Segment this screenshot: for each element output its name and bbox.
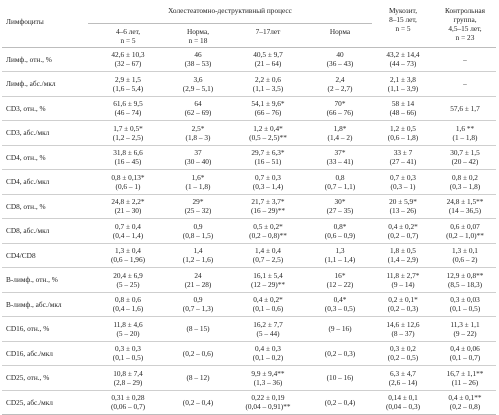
cell-range: (36 – 43) [326, 59, 354, 69]
cell-value: 40,5 ± 9,7 [253, 50, 283, 60]
cell-value: 1,8 ± 0,5 [390, 246, 416, 256]
cell-range: (0,1 – 0,2) [252, 353, 284, 363]
table-cell [308, 219, 372, 244]
table-cell [228, 390, 308, 415]
table-cell [434, 366, 496, 391]
table-cell [434, 145, 496, 170]
table-cell [228, 219, 308, 244]
table-cell [168, 243, 228, 268]
immunology-table [2, 3, 496, 415]
table-cell [228, 292, 308, 317]
cell-value: 0,9 [193, 295, 203, 305]
table-cell [372, 292, 434, 317]
cell-value: 0,7 ± 0,4 [115, 221, 141, 231]
table-cell [308, 366, 372, 391]
table-cell [228, 366, 308, 391]
cell-value: (0,2 – 0,3) [324, 348, 356, 358]
table-cell [308, 72, 372, 97]
cell-value: 3,6 [193, 74, 203, 84]
cell-range: (21 – 64) [254, 59, 282, 69]
table-cell [308, 390, 372, 415]
cell-value: 30,7 ± 1,5 [450, 148, 480, 158]
cell-value: 1,6* [191, 172, 205, 182]
cell-value: 12,9 ± 0,8** [446, 270, 484, 280]
cell-value: 6,3 ± 4,7 [390, 368, 416, 378]
cell-value: 61,6 ± 9,5 [113, 99, 143, 109]
table-cell [308, 292, 372, 317]
cell-range: (46 – 74) [114, 108, 142, 118]
table-cell [88, 194, 168, 219]
lymphocytes-header: Лимфоциты [6, 17, 44, 26]
table-cell [434, 219, 496, 244]
control-group-header: Контрольная группа, 4,5–15 лет, n = 23 [444, 6, 485, 42]
table-cell [228, 72, 308, 97]
cell-value: 1,7 ± 0,5* [113, 123, 143, 133]
cell-value: 10,8 ± 7,4 [113, 368, 143, 378]
table-row [2, 145, 496, 170]
cell-value: 0,7 ± 0,3 [390, 172, 416, 182]
table-cell [168, 121, 228, 146]
cell-range: (0,2 – 0,3) [387, 304, 419, 314]
cell-value: 0,4* [333, 295, 347, 305]
table-cell [168, 292, 228, 317]
table-cell [88, 72, 168, 97]
row-label: CD16, абс./мкл [6, 348, 53, 358]
row-label: CD3, отн., % [6, 103, 46, 113]
cell-value: 40 [336, 50, 344, 60]
cell-value: (9 – 16) [328, 324, 352, 334]
cell-value: 0,3 ± 0,03 [450, 295, 480, 305]
cell-range: (0,6 – 0,9) [324, 230, 356, 240]
cell-range: (66 – 76) [254, 108, 282, 118]
row-label: Лимф., абс./мкл [6, 79, 56, 89]
cell-value: 0,4 ± 0,2* [253, 295, 283, 305]
cell-range: (0,7 – 1,1) [324, 181, 356, 191]
cell-range: (30 – 40) [184, 157, 212, 167]
table-cell [88, 121, 168, 146]
table-cell [88, 317, 168, 342]
cell-value: 0,4 ± 0,1** [448, 393, 482, 403]
cell-range: (8 – 37) [391, 328, 415, 338]
table-row [2, 268, 496, 293]
cell-value: 1,3 ± 0,1 [452, 246, 478, 256]
table-cell [228, 145, 308, 170]
table-cell [308, 47, 372, 72]
cell-range: (27 – 41) [389, 157, 417, 167]
cell-range: (5 – 25) [116, 279, 140, 289]
cell-range: (0,3 – 0,5) [324, 304, 356, 314]
table-cell [372, 243, 434, 268]
table-cell [308, 170, 372, 195]
cell-range: (0,3 – 1,4) [252, 181, 284, 191]
cell-range: (27 – 35) [326, 206, 354, 216]
cell-range: (21 – 30) [114, 206, 142, 216]
table-cell [308, 194, 372, 219]
table-row [2, 47, 496, 72]
norm-header: Норма [329, 26, 351, 36]
table-cell [434, 390, 496, 415]
cell-value: 0,4 ± 0,2* [388, 221, 418, 231]
cell-range: (9 – 14) [391, 279, 415, 289]
table-cell [168, 47, 228, 72]
cell-value: 37* [334, 148, 346, 158]
cell-value: 0,5 ± 0,2* [253, 221, 283, 231]
table-cell [372, 219, 434, 244]
cell-range: (11 – 26) [451, 377, 479, 387]
table-cell [372, 366, 434, 391]
cell-range: (2,9 – 5,1) [182, 83, 214, 93]
table-cell [372, 121, 434, 146]
table-cell [228, 194, 308, 219]
cell-value: 20 ± 5,9* [389, 197, 417, 207]
row-label: CD25, абс./мкл [6, 397, 53, 407]
table-cell [372, 341, 434, 366]
cell-value: 1,6 ** [455, 123, 475, 133]
cell-value: 1,3 ± 0,4 [115, 246, 141, 256]
row-label: Лимф., отн., % [6, 54, 52, 64]
cell-range: (1,1 – 3,9) [387, 83, 419, 93]
cell-range: (0,2 – 0,8) [449, 402, 481, 412]
table-cell [168, 341, 228, 366]
cell-range: (62 – 69) [184, 108, 212, 118]
table-cell [372, 268, 434, 293]
cell-range: (1,3 – 36) [253, 377, 283, 387]
cell-value: 46 [194, 50, 202, 60]
table-cell [372, 194, 434, 219]
cell-range: (38 – 53) [184, 59, 212, 69]
cell-value: 20,4 ± 6,9 [113, 270, 143, 280]
cell-range: (1,8 – 3) [185, 132, 211, 142]
cell-value: 0,22 ± 0,19 [251, 393, 285, 403]
table-cell [88, 96, 168, 121]
table-cell [372, 317, 434, 342]
cell-range: (66 – 76) [326, 108, 354, 118]
table-cell [88, 219, 168, 244]
cell-range: (21 – 28) [184, 279, 212, 289]
cell-value: 14,6 ± 12,6 [386, 319, 420, 329]
table-cell [308, 121, 372, 146]
cell-value: 24,8 ± 2,2* [111, 197, 145, 207]
table-cell [372, 96, 434, 121]
table-cell [228, 243, 308, 268]
cell-value: 1,2 ± 0,4* [253, 123, 283, 133]
table-cell [228, 47, 308, 72]
table-cell [88, 145, 168, 170]
cell-value: 1,2 ± 0,5 [390, 123, 416, 133]
cell-value: 58 ± 14 [391, 99, 415, 109]
table-cell [168, 72, 228, 97]
cell-value: 0,8 ± 0,2 [452, 172, 478, 182]
cell-range: (1 – 1,8) [185, 181, 211, 191]
table-row [2, 72, 496, 97]
cell-value: (8 – 12) [186, 373, 210, 383]
cell-value: 11,8 ± 2,7* [386, 270, 420, 280]
table-cell [88, 243, 168, 268]
table-cell [434, 292, 496, 317]
cell-range: (1,4 – 2) [327, 132, 353, 142]
table-row [2, 366, 496, 391]
cell-range: (9 – 22) [453, 328, 477, 338]
table-cell [372, 170, 434, 195]
table-row [2, 390, 496, 415]
cell-range: (20 – 42) [451, 157, 479, 167]
cell-value: 29* [192, 197, 204, 207]
cell-range: (0,1 – 0,5) [112, 353, 144, 363]
table-cell [168, 390, 228, 415]
cell-value: 2,4 [335, 74, 345, 84]
cell-value: 1,4 ± 0,4 [255, 246, 281, 256]
table-cell [168, 268, 228, 293]
cell-value: 29,7 ± 6,3* [251, 148, 285, 158]
table-cell [308, 96, 372, 121]
table-cell [168, 145, 228, 170]
cell-value: 30* [334, 197, 346, 207]
cell-value: 1,3 [335, 246, 345, 256]
cholesteatoma-group-header: Холестеатомно-деструктивный процесс [168, 6, 292, 15]
cell-range: (2 – 2,7) [327, 83, 353, 93]
cell-value: 0,8 ± 0,13* [111, 172, 145, 182]
mucositis-header: Мукозит, 8–15 лет, n = 5 [388, 6, 418, 33]
cell-range: (0,3 – 1) [390, 181, 416, 191]
table-cell [372, 145, 434, 170]
cell-value: 0,2 ± 0,1* [388, 295, 418, 305]
row-label: CD4/CD8 [6, 250, 36, 260]
table-cell [168, 366, 228, 391]
cell-range: (0,04 – 0,91)** [245, 402, 291, 412]
cell-range: (1,6 – 5,4) [112, 83, 144, 93]
cell-value: 24 [194, 270, 202, 280]
table-cell [308, 268, 372, 293]
norm-18-header: Норма, n = 18 [186, 26, 210, 45]
cell-value: 1,4 [193, 246, 203, 256]
table-cell [228, 121, 308, 146]
cell-range: (1,1 – 3,5) [252, 83, 284, 93]
cell-value: 64 [194, 99, 202, 109]
table-cell [434, 268, 496, 293]
cell-value: 24,8 ± 1,5** [446, 197, 484, 207]
table-row [2, 243, 496, 268]
table-row [2, 121, 496, 146]
cell-range: (0,5 – 2,5)** [249, 132, 287, 142]
cell-value: 21,7 ± 3,7* [251, 197, 285, 207]
cell-value: 43,2 ± 14,4 [386, 50, 420, 60]
table-cell [228, 341, 308, 366]
cell-value: 0,8 [335, 172, 345, 182]
table-row [2, 194, 496, 219]
table-cell [372, 390, 434, 415]
cell-range: (0,4 – 1,6) [112, 304, 144, 314]
table-cell [88, 47, 168, 72]
cell-range: (16 – 51) [254, 157, 282, 167]
cell-range: (0,8 – 1,5) [182, 230, 214, 240]
cell-value: 54,1 ± 9,6* [251, 99, 285, 109]
cell-value: 2,5* [191, 123, 205, 133]
cell-value: 2,9 ± 1,5 [115, 74, 141, 84]
cell-range: (0,1 – 0,5) [449, 304, 481, 314]
cell-range: (0,6 – 1) [115, 181, 141, 191]
cell-range: (0,06 – 0,7) [110, 402, 146, 412]
row-label: CD25, отн., % [6, 373, 50, 383]
cell-value: 2,1 ± 3,8 [390, 74, 416, 84]
table-cell [434, 121, 496, 146]
table-cell [434, 96, 496, 121]
age-7-17-header: 7–17лет [255, 26, 281, 36]
cell-value: 1,8* [333, 123, 347, 133]
cell-value: 0,8 ± 0,6 [115, 295, 141, 305]
cell-value: 2,2 ± 0,6 [255, 74, 281, 84]
cell-range: (0,2 – 0,7) [387, 230, 419, 240]
table-cell [434, 243, 496, 268]
cell-range: (14 – 36,5) [448, 206, 482, 216]
table-cell [308, 317, 372, 342]
cell-range: (13 – 26) [389, 206, 417, 216]
row-label: B-лимф., абс./мкл [6, 299, 62, 309]
cell-range: (0,7 – 1,3) [182, 304, 214, 314]
table-cell [168, 96, 228, 121]
table-row [2, 219, 496, 244]
table-row [2, 292, 496, 317]
cell-value: 33 ± 7 [393, 148, 413, 158]
cell-value: 42,6 ± 10,3 [111, 50, 145, 60]
cell-value: 37 [194, 148, 202, 158]
cell-range: (0,7 – 2,5) [252, 255, 284, 265]
table-cell [228, 317, 308, 342]
table-cell [88, 366, 168, 391]
cell-value: 0,6 ± 0,07 [450, 221, 480, 231]
table-cell [88, 341, 168, 366]
row-label: B-лимф., отн., % [6, 275, 58, 285]
cell-range: (0,1 – 0,6) [252, 304, 284, 314]
cell-range: (0,2 – 0,8)** [249, 230, 287, 240]
cell-value: (8 – 15) [186, 324, 210, 334]
row-label: CD4, отн., % [6, 152, 46, 162]
cell-range: (48 – 66) [389, 108, 417, 118]
table-cell [228, 268, 308, 293]
table-cell [434, 341, 496, 366]
cell-range: (0,4 – 1,4) [112, 230, 144, 240]
cell-range: (0,3 – 1,8) [449, 181, 481, 191]
cell-value: (0,2 – 0,6) [182, 348, 214, 358]
cell-range: (0,6 – 1,96) [110, 255, 146, 265]
table-cell [168, 317, 228, 342]
table-cell [434, 317, 496, 342]
cell-range: (25 – 32) [184, 206, 212, 216]
cell-range: (1,2 – 2,5) [112, 132, 144, 142]
cell-range: (1 – 1,8) [452, 132, 478, 142]
cell-value: 16,7 ± 1,1** [446, 368, 484, 378]
cell-value: 0,4 ± 0,06 [450, 344, 480, 354]
table-cell [88, 292, 168, 317]
table-cell [308, 341, 372, 366]
cell-range: (16 – 45) [114, 157, 142, 167]
cell-value: 0,3 ± 0,3 [115, 344, 141, 354]
cell-range: (0,2 – 0,5) [387, 353, 419, 363]
table-cell [228, 170, 308, 195]
row-label: CD4, абс./мкл [6, 177, 50, 187]
cell-range: (0,04 – 0,3) [385, 402, 421, 412]
cell-value: 0,31 ± 0,28 [111, 393, 145, 403]
table-cell [88, 170, 168, 195]
cell-value: 11,3 ± 1,1 [450, 319, 480, 329]
table-cell [372, 72, 434, 97]
cell-range: (2,8 – 29) [113, 377, 143, 387]
row-label: CD16, отн., % [6, 324, 50, 334]
cell-range: (0,6 – 2) [452, 255, 478, 265]
cell-range: (5 – 20) [116, 328, 140, 338]
cell-value: 11,8 ± 4,6 [113, 319, 143, 329]
table-row [2, 96, 496, 121]
cell-range: (1,4 – 2,9) [387, 255, 419, 265]
cell-value: – [463, 79, 467, 89]
cell-value: – [463, 54, 467, 64]
cell-range: (12 – 29)** [250, 279, 286, 289]
cell-range: (0,1 – 0,7) [449, 353, 481, 363]
table-cell [434, 170, 496, 195]
table-cell [308, 243, 372, 268]
cell-range: (2,6 – 14) [388, 377, 418, 387]
cell-range: (1,2 – 1,6) [182, 255, 214, 265]
row-label: CD8, абс./мкл [6, 226, 50, 236]
cell-range: (16 – 29)** [250, 206, 286, 216]
cell-value: (10 – 16) [326, 373, 354, 383]
cell-value: 16,2 ± 7,7 [253, 319, 283, 329]
table-cell [88, 268, 168, 293]
table-cell [372, 47, 434, 72]
cell-value: 0,4 ± 0,3 [255, 344, 281, 354]
cell-range: (33 – 41) [326, 157, 354, 167]
cell-value: 57,6 ± 1,7 [450, 103, 480, 113]
cell-value: 31,8 ± 6,6 [113, 148, 143, 158]
table-cell [168, 170, 228, 195]
cell-range: (12 – 22) [326, 279, 354, 289]
table-cell [434, 47, 496, 72]
table-cell [434, 72, 496, 97]
cell-range: (44 – 73) [389, 59, 417, 69]
cell-value: 0,14 ± 0,1 [388, 393, 418, 403]
table-cell [168, 219, 228, 244]
cell-range: (5 – 44) [256, 328, 280, 338]
table-row [2, 170, 496, 195]
cell-value: 9,9 ± 9,4** [251, 368, 285, 378]
cell-value: 70* [334, 99, 346, 109]
cell-value: (0,2 – 0,4) [324, 397, 356, 407]
cell-value: 0,9 [193, 221, 203, 231]
cell-range: (8,5 – 18,3) [447, 279, 483, 289]
cell-range: (32 – 67) [114, 59, 142, 69]
cell-range: (0,6 – 1,8) [387, 132, 419, 142]
table-cell [434, 194, 496, 219]
cell-value: 0,3 ± 0,2 [390, 344, 416, 354]
table-row [2, 341, 496, 366]
age-4-6-header: 4–6 лет, n = 5 [115, 26, 141, 45]
table-cell [308, 145, 372, 170]
cell-range: (1,1 – 1,4) [324, 255, 356, 265]
row-label: CD8, отн., % [6, 201, 46, 211]
cell-value: 0,7 ± 0,3 [255, 172, 281, 182]
cell-value: 16* [334, 270, 346, 280]
cell-range: (0,2 – 1,0)** [446, 230, 484, 240]
cell-value: 0,8* [333, 221, 347, 231]
table-cell [228, 96, 308, 121]
table-cell [88, 390, 168, 415]
row-label: CD3, абс./мкл [6, 128, 50, 138]
table-row [2, 317, 496, 342]
cell-value: (0,2 – 0,4) [182, 397, 214, 407]
cell-value: 16,1 ± 5,4 [253, 270, 283, 280]
table-cell [168, 194, 228, 219]
